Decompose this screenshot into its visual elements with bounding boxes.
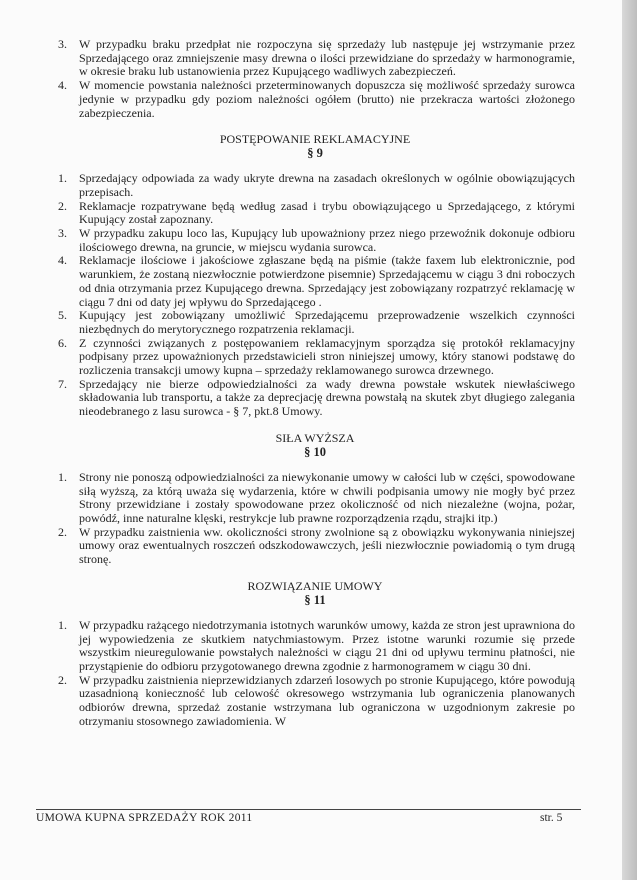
section-title: POSTĘPOWANIE REKLAMACYJNE — [219, 132, 411, 147]
item-number: 3. — [58, 37, 67, 51]
page-edge-shadow — [622, 0, 637, 880]
item-number: 2. — [58, 672, 67, 687]
list-item — [55, 619, 575, 674]
section-complaints — [55, 132, 575, 419]
item-number: 1. — [58, 617, 67, 632]
list-item — [55, 309, 575, 336]
section-force-majeure — [55, 431, 575, 567]
section-termination — [55, 579, 575, 729]
intro-list — [55, 38, 575, 120]
item-text: Reklamacje ilościowe i jakościowe zgłaszane będą na piśmie (także faxem lub elektronicznie, pod warunkiem, że zostaną niezwłocznie potwierdzone pisemnie) Sprzedającemu w ciągu 3 dni roboczych od dnia otrzymania przez Kupującego drewna. Sprzedający jest zobowiązany rozpatrzyć reklamację w ciągu 7 dni od daty jej wpływu do Sprzedającego . — [79, 253, 575, 309]
list-item — [55, 471, 575, 526]
item-text: Sprzedający nie bierze odpowiedzialności za wady drewna powstałe wskutek niewłaściwego składowania lub transportu, a także za deprecjację drewna powstałą na skutek zbyt długiego zalegania nieodebranego z lasu surowca - § 7, pkt.8 Umowy. — [79, 376, 575, 419]
item-number: 2. — [58, 198, 67, 213]
section-title: SIŁA WYŻSZA — [275, 430, 355, 445]
list-item — [55, 172, 575, 199]
item-number: 4. — [58, 253, 67, 268]
item-number: 3. — [58, 226, 67, 241]
section-list — [55, 172, 575, 419]
item-number: 1. — [58, 469, 67, 484]
list-item — [55, 200, 575, 227]
list-item — [55, 254, 575, 309]
section-title: ROZWIĄZANIE UMOWY — [247, 578, 383, 593]
item-text: Z czynności związanych z postępowaniem reklamacyjnym sporządza się protokół reklamacyjny podpisany przez upoważnionych przedstawicieli stron niniejszej umowy, który stanowi podstawę do rozliczenia transakcji umowy kupna – sprzedaży reklamowanego surowca drzewnego. — [79, 335, 575, 378]
item-text: W przypadku zaistnienia nieprzewidzianych zdarzeń losowych po stronie Kupującego, które powodują uzasadnioną konieczność lub celowość okresowego wstrzymania lub ograniczenia planowanych odbiorów drewna, sprzedaż zostanie wstrzymana lub ograniczona w uzgodnionym zakresie po otrzymaniu stosownego zawiadomienia. W — [79, 672, 575, 728]
item-number: 4. — [58, 78, 67, 93]
item-number: 2. — [58, 524, 67, 539]
item-text: W przypadku rażącego niedotrzymania istotnych warunków umowy, każda ze stron jest uprawniona do jej wypowiedzenia ze skutkiem natychmiastowym. Przez istotne warunki rozumie się przede wszystkim nieuregulowanie powstałych należności w ciągu 21 dni od upływu terminu płatności, nie przystąpienie do odbioru przygotowanego drewna zgodnie z harmonogramem w ciągu 30 dni. — [79, 617, 575, 673]
item-text: Sprzedający odpowiada za wady ukryte drewna na zasadach określonych w ogólnie obowiązujących przepisach. — [79, 171, 575, 199]
item-text: W przypadku zakupu loco las, Kupujący lub upoważniony przez niego przewoźnik dokonuje odbioru ilościowego drewna, na gruncie, w miejscu wydania surowca. — [79, 226, 575, 254]
list-item — [55, 337, 575, 378]
item-text: W przypadku braku przedpłat nie rozpoczyna się sprzedaży lub następuje jej wstrzymanie przez Sprzedającego oraz zmniejszenie masy drewna o ilości przewidziane do sprzedaży w harmonogramie, w okresie braku lub ustanowienia przez Kupującego wadliwych zabezpieczeń. — [79, 37, 575, 79]
footer-page-number: str. 5 — [540, 812, 563, 824]
footer-divider — [36, 809, 581, 810]
item-text: Kupujący jest zobowiązany umożliwić Sprzedającemu przeprowadzenie wszelkich czynności niezbędnych do merytorycznego rozpatrzenia reklamacji. — [79, 308, 575, 336]
list-item — [55, 378, 575, 419]
item-text: W przypadku zaistnienia ww. okoliczności strony zwolnione są z obowiązku wykonywania niniejszej umowy oraz ewentualnych roszczeń odszkodowawczych, jeśli niezwłocznie powiadomią o tym drugą stronę. — [79, 524, 575, 567]
section-list — [55, 471, 575, 567]
paragraph-number: § 9 — [307, 146, 323, 161]
item-number: 7. — [58, 376, 67, 391]
section-list — [55, 619, 575, 729]
list-item — [55, 79, 575, 120]
list-item — [55, 227, 575, 254]
paragraph-number: § 11 — [304, 592, 326, 607]
item-text: Reklamacje rozpatrywane będą według zasad i trybu obowiązującego u Sprzedającego, z którymi Kupujący został zapoznany. — [79, 198, 575, 227]
item-number: 6. — [58, 335, 67, 350]
list-item — [55, 38, 575, 79]
item-number: 1. — [58, 171, 67, 186]
list-item — [55, 674, 575, 729]
item-text: Strony nie ponoszą odpowiedzialności za niewykonanie umowy w całości lub w części, spowodowane siłą wyższą, za którą uważa się wydarzenia, które w chwili podpisania umowy nie mogły być przez Strony przewidziane i zostały spowodowane przez okoliczność od nich niezależne (wojna, pożar, powódź, inne naturalne klęski, restrykcje lub prawne rozporządzenia rządu, strajki itp.) — [79, 469, 575, 525]
item-number: 5. — [58, 308, 67, 323]
document-body — [55, 38, 575, 728]
footer-document-title: UMOWA KUPNA SPRZEDAŻY ROK 2011 — [36, 812, 253, 824]
list-item — [55, 526, 575, 567]
item-text: W momencie powstania należności przeterminowanych dopuszcza się możliwość sprzedaży surowca jedynie w przypadku gdy poziom należności ogółem (brutto) nie przekracza wartości złożonego zabezpieczenia. — [79, 78, 575, 120]
paragraph-number: § 10 — [304, 444, 326, 459]
